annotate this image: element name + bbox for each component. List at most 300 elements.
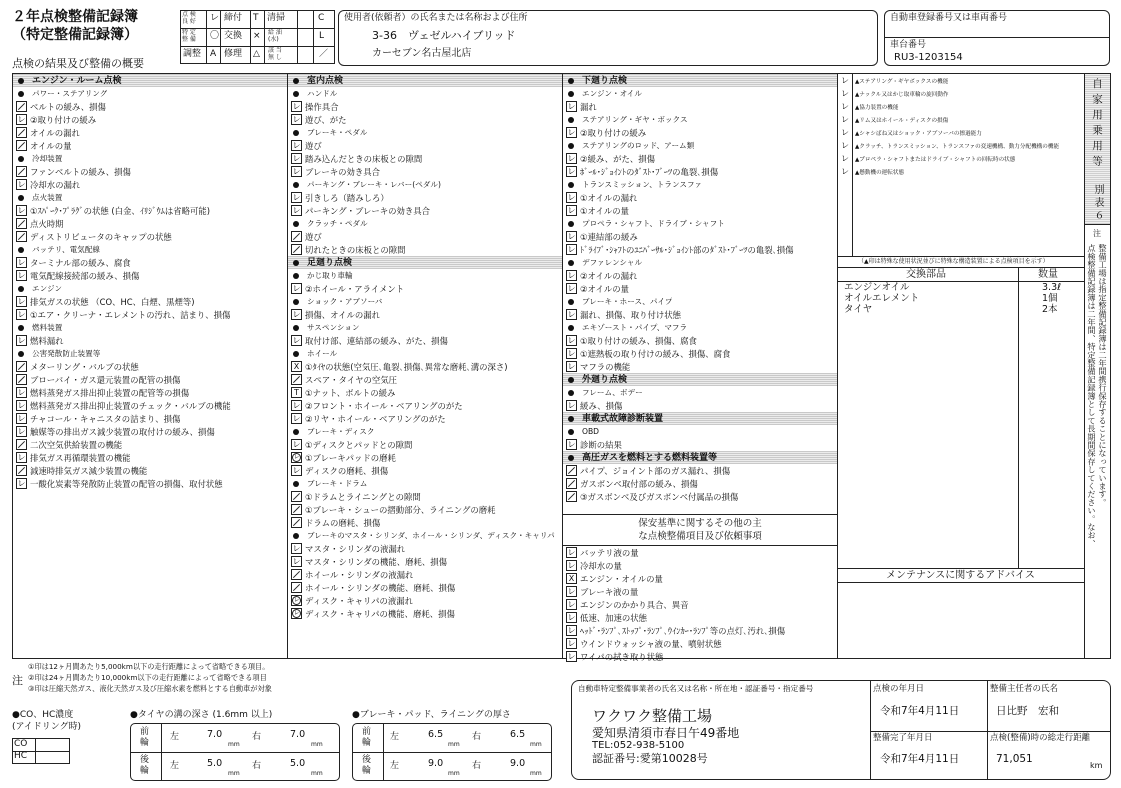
special-item-label: ▲協力装置の機能: [855, 104, 899, 111]
group-title: ブレーキ・ドラム: [307, 478, 368, 488]
group-title: クラッチ・ペダル: [307, 218, 368, 228]
summary-title: 点検の結果及び整備の概要: [12, 57, 144, 70]
group-title: OBD: [582, 426, 600, 436]
checklist-item-label: ベルトの緩み、損傷: [30, 101, 106, 112]
bullet-icon: [293, 221, 299, 227]
bullet-icon: [568, 117, 574, 123]
checklist-item-label: 診断の結果: [580, 439, 622, 450]
group-header: [563, 113, 837, 126]
check-mark[interactable]: X: [291, 361, 302, 372]
checklist-item: [13, 113, 287, 126]
not-applicable-mark[interactable]: [16, 374, 27, 385]
not-applicable-mark[interactable]: [566, 465, 577, 476]
tire-rr-label: 右: [252, 761, 262, 771]
checklist-item-label: ①遮熱板の取り付けの緩み、損傷、腐食: [580, 348, 731, 359]
checklist-item-label: ブレーキの効き具合: [305, 166, 381, 177]
special-note: （▲印は特殊な使用状況並びに特殊な構造装置による点検項目を示す）: [858, 258, 1049, 265]
bullet-icon: [568, 91, 574, 97]
group-header: [288, 425, 562, 438]
tire-fr-unit: mm: [311, 741, 323, 748]
check-mark[interactable]: レ: [567, 439, 576, 449]
circled-check-mark: レ: [293, 597, 300, 604]
not-applicable-mark[interactable]: [291, 582, 302, 593]
group-header: [13, 191, 287, 204]
not-applicable-mark[interactable]: [16, 465, 27, 476]
checklist-item: [13, 165, 287, 178]
checklist-item-label: 漏れ、損傷、取り付け状態: [580, 309, 682, 320]
checklist-item-label: ①ﾀｲﾔの状態(空気圧､亀裂､損傷､異常な磨耗､溝の深さ): [305, 361, 508, 372]
checklist-item: [563, 165, 837, 178]
check-mark[interactable]: レ: [567, 400, 576, 410]
group-header: [288, 87, 562, 100]
checklist-item-label: チャコール・キャニスタの詰まり、損傷: [30, 413, 181, 424]
check-mark[interactable]: レ: [841, 102, 849, 111]
checklist-item-label: 電気配線接続部の緩み、損傷: [30, 270, 140, 281]
check-mark[interactable]: レ: [292, 114, 301, 124]
column-underbody: [562, 73, 837, 515]
not-applicable-mark[interactable]: [16, 361, 27, 372]
not-applicable-mark[interactable]: [16, 439, 27, 450]
check-mark[interactable]: レ: [292, 309, 301, 319]
check-mark[interactable]: レ: [567, 586, 576, 596]
tire-rr-unit: mm: [311, 770, 323, 777]
group-title: ブレーキ・ペダル: [307, 127, 368, 137]
checklist-item-label: ﾄﾞﾗｲﾌﾞ･ｼｬﾌﾄのﾕﾆﾊﾞｰｻﾙ･ｼﾞｮｲﾝﾄ部のﾀﾞｽﾄ･ﾌﾞｰﾂの亀裂､損傷: [580, 244, 794, 255]
checklist-item-label: 遊び: [305, 140, 322, 151]
special-item: [838, 139, 1084, 152]
check-mark[interactable]: レ: [567, 361, 576, 371]
check-mark[interactable]: レ: [292, 543, 301, 553]
check-mark[interactable]: レ: [841, 141, 849, 150]
not-applicable-mark[interactable]: [16, 231, 27, 242]
brake-fr-value: 6.5: [510, 729, 526, 740]
checklist-item-label: ①ドラムとライニングとの隙間: [305, 491, 421, 502]
title-line-2: （特定整備記録簿）: [12, 27, 138, 43]
check-mark[interactable]: レ: [292, 192, 301, 202]
user-label: 使用者(依頼者）の氏名または名称および住所: [344, 13, 528, 23]
section-title: エンジン・ルーム点検: [32, 75, 122, 86]
brake-rl-value: 9.0: [428, 758, 444, 769]
bullet-icon: [568, 429, 574, 435]
checklist-item-label: ディスク・キャリパの液漏れ: [305, 595, 413, 606]
safety-item-label: 低速、加速の状態: [580, 612, 647, 623]
checklist-item: [288, 594, 562, 607]
check-mark[interactable]: レ: [567, 625, 576, 635]
check-mark[interactable]: レ: [292, 166, 301, 176]
check-mark[interactable]: レ: [567, 638, 576, 648]
checklist-item: [563, 282, 837, 295]
brake-fl-label: 左: [390, 732, 400, 742]
safety-item: [563, 624, 837, 637]
check-mark[interactable]: X: [566, 573, 577, 584]
user-shop: カーセブン名古屋北店: [372, 48, 472, 59]
check-mark[interactable]: レ: [292, 413, 301, 423]
checklist-item: [288, 464, 562, 477]
registration-label: 自動車登録番号又は車両番号: [890, 13, 1008, 23]
checklist-item: [563, 490, 837, 503]
part-row: [838, 304, 1084, 315]
bullet-icon: [293, 351, 299, 357]
check-mark[interactable]: レ: [292, 153, 301, 163]
special-item-label: ▲懸動機の運転状態: [855, 169, 905, 176]
tire-rr-value: 5.0: [290, 758, 306, 769]
check-mark[interactable]: レ: [292, 205, 301, 215]
check-mark[interactable]: レ: [567, 192, 576, 202]
manager-name: 日比野 宏和: [996, 705, 1059, 717]
bullet-icon: [568, 221, 574, 227]
special-item-label: ▲リム又はホイール・ディスクの損傷: [855, 117, 949, 124]
safety-item: [563, 611, 837, 624]
check-mark[interactable]: レ: [17, 426, 26, 436]
check-mark[interactable]: レ: [292, 283, 301, 293]
safety-item-label: ワイパの拭き取り状態: [580, 651, 664, 662]
group-header: [288, 126, 562, 139]
special-item-label: ▲ナックル又はかじ取車輪の旋回動作: [855, 91, 949, 98]
not-applicable-mark[interactable]: [16, 166, 27, 177]
part-name: エンジンオイル: [844, 282, 910, 293]
circled-check-mark: レ: [293, 610, 300, 617]
inspect-date-label: 点検の年月日: [873, 684, 925, 694]
not-applicable-mark[interactable]: [291, 569, 302, 580]
checklist-item-label: ディスクの磨耗、損傷: [305, 465, 389, 476]
bullet-icon: [568, 78, 574, 84]
bullet-icon: [568, 455, 574, 461]
group-header: [13, 152, 287, 165]
registration-divider: [884, 37, 1110, 38]
section-title: 車載式故障診断装置: [582, 413, 664, 424]
group-header: [13, 282, 287, 295]
legend-repair: 修理: [224, 49, 243, 59]
checklist-item: [13, 126, 287, 139]
checklist-item: [13, 464, 287, 477]
checklist-item-label: パイプ、ジョイント部のガス漏れ、損傷: [580, 465, 731, 476]
business-cert: 認証番号:愛第10028号: [592, 752, 708, 765]
check-mark[interactable]: レ: [17, 296, 26, 306]
checklist-item-label: 踏み込んだときの床板との隙間: [305, 153, 423, 164]
group-title: エキゾースト・パイプ、マフラ: [582, 322, 688, 332]
checklist-item-label: ブローバイ・ガス還元装置の配管の損傷: [30, 374, 181, 385]
bullet-icon: [293, 533, 299, 539]
checklist-item: [563, 360, 837, 373]
checklist-item-label: 二次空気供給装置の機能: [30, 439, 123, 450]
check-mark[interactable]: レ: [567, 335, 576, 345]
mileage-label: 点検(整備)時の総走行距離: [990, 733, 1091, 743]
check-mark[interactable]: レ: [17, 114, 26, 124]
not-applicable-mark[interactable]: [291, 517, 302, 528]
legend-a: A: [210, 49, 217, 59]
checklist-item: [13, 230, 287, 243]
complete-date: 令和7年4月11日: [880, 753, 960, 765]
checklist-item: [563, 464, 837, 477]
check-mark[interactable]: T: [291, 387, 302, 398]
checklist-item-label: ホイール・シリンダの機能、磨耗、損傷: [305, 582, 456, 593]
bullet-icon: [293, 481, 299, 487]
group-title: ステアリング・ギヤ・ボックス: [582, 114, 688, 124]
group-title: 点火装置: [32, 192, 63, 202]
checklist-item-label: 操作具合: [305, 101, 339, 112]
side-chu: 注: [1093, 229, 1101, 238]
check-mark[interactable]: レ: [292, 556, 301, 566]
check-mark[interactable]: レ: [567, 166, 576, 176]
bullet-icon: [18, 78, 24, 84]
check-mark[interactable]: レ: [567, 231, 576, 241]
brake-front: 前輪: [362, 727, 372, 748]
group-header: [288, 295, 562, 308]
brake-rr-label: 右: [472, 761, 482, 771]
brake-rl-label: 左: [390, 761, 400, 771]
group-title: 燃料装置: [32, 322, 63, 332]
group-title: 冷却装置: [32, 153, 63, 163]
checklist-item: [288, 373, 562, 386]
check-mark[interactable]: レ: [292, 140, 301, 150]
bullet-icon: [18, 156, 24, 162]
group-title: プロペラ・シャフト、ドライブ・シャフト: [582, 218, 725, 228]
checklist-item: [288, 152, 562, 165]
not-applicable-mark[interactable]: [291, 231, 302, 242]
check-mark[interactable]: レ: [567, 309, 576, 319]
checklist-item: [288, 360, 562, 373]
special-item: [838, 165, 1084, 178]
tire-rl-unit: mm: [228, 770, 240, 777]
bullet-icon: [568, 182, 574, 188]
bullet-icon: [568, 260, 574, 266]
checklist-item: [563, 204, 837, 217]
check-mark[interactable]: レ: [567, 205, 576, 215]
checklist-item: [288, 113, 562, 126]
group-header: [563, 87, 837, 100]
business-label: 自動車特定整備事業者の氏名又は名称・所在地・認証番号・指定番号: [578, 684, 814, 693]
group-header: [288, 217, 562, 230]
check-mark[interactable]: レ: [17, 309, 26, 319]
footnote-1: ①印は12ヶ月間あたり5,000km以下の走行距離によって省略できる項目。: [28, 662, 270, 671]
check-mark[interactable]: [291, 595, 302, 606]
group-header: [288, 178, 562, 191]
bullet-icon: [18, 247, 24, 253]
check-mark[interactable]: レ: [17, 270, 26, 280]
check-mark[interactable]: レ: [567, 270, 576, 280]
advice-header: メンテナンスに関するアドバイス: [886, 570, 1035, 581]
check-mark[interactable]: レ: [567, 599, 576, 609]
legend-slash: ／: [319, 49, 329, 59]
checklist-item: [13, 217, 287, 230]
check-mark[interactable]: レ: [567, 348, 576, 358]
checklist-item: [13, 139, 287, 152]
title-line-1: ２年点検整備記録簿: [12, 9, 138, 25]
check-mark[interactable]: [291, 452, 302, 463]
not-applicable-mark[interactable]: [291, 491, 302, 502]
check-mark[interactable]: レ: [17, 413, 26, 423]
checklist-item-label: ②取り付けの緩み: [30, 114, 97, 125]
checklist-item-label: メターリング・バルブの状態: [30, 361, 139, 372]
safety-item-label: ブレーキ液の量: [580, 586, 639, 597]
bullet-icon: [568, 390, 574, 396]
checklist-item: [563, 477, 837, 490]
check-mark[interactable]: レ: [17, 179, 26, 189]
section-title: 高圧ガスを燃料とする燃料装置等: [582, 452, 718, 463]
co-title: ●CO、HC濃度: [12, 710, 74, 720]
special-item: [838, 74, 1084, 87]
check-mark[interactable]: レ: [17, 335, 26, 345]
not-applicable-mark[interactable]: [16, 140, 27, 151]
side-note-1: 点検整備記録簿は二年間、特定整備記録簿として長期間保存してください。なお、: [1087, 244, 1097, 548]
safety-item-label: バッテリ液の量: [580, 547, 639, 558]
brake-rear: 後輪: [362, 755, 372, 776]
safety-item: [563, 546, 837, 559]
check-mark[interactable]: レ: [17, 400, 26, 410]
checklist-item: [288, 165, 562, 178]
legend-check-mark: レ: [210, 13, 220, 23]
checklist-item: [563, 191, 837, 204]
special-item: [838, 126, 1084, 139]
column-interior-chassis: [287, 73, 562, 659]
check-mark[interactable]: レ: [841, 76, 849, 85]
part-name: タイヤ: [844, 304, 873, 315]
part-qty: 2本: [1042, 304, 1058, 315]
check-mark[interactable]: レ: [292, 439, 301, 449]
hc-label: HC: [14, 751, 28, 761]
checklist-item: [563, 347, 837, 360]
check-mark[interactable]: レ: [567, 283, 576, 293]
check-mark[interactable]: レ: [292, 400, 301, 410]
check-mark[interactable]: レ: [567, 547, 576, 557]
checklist-item-label: ディスク・キャリパの機能、磨耗、損傷: [305, 608, 455, 619]
check-mark[interactable]: レ: [567, 612, 576, 622]
checklist-item-label: 損傷、オイルの漏れ: [305, 309, 380, 320]
checklist-item-label: 漏れ: [580, 101, 597, 112]
checklist-item: [13, 412, 287, 425]
checklist-item: [13, 360, 287, 373]
checklist-item: [13, 308, 287, 321]
checklist-item: [288, 490, 562, 503]
check-mark[interactable]: レ: [841, 89, 849, 98]
footnote-2: ②印は24ヶ月間あたり10,000km以下の走行距離によって省略できる項目: [28, 673, 267, 682]
not-applicable-mark[interactable]: [566, 478, 577, 489]
brake-title: ●ブレーキ・パッド、ライニングの厚さ: [352, 710, 511, 720]
group-title: 公害発散防止装置等: [32, 348, 101, 358]
group-title: ホイール: [307, 348, 338, 358]
check-mark[interactable]: レ: [567, 127, 576, 137]
check-mark[interactable]: レ: [567, 101, 576, 111]
check-mark[interactable]: レ: [17, 205, 26, 215]
tire-rl-value: 5.0: [207, 758, 223, 769]
column-special-parts: [837, 73, 1085, 659]
safety-title: [563, 515, 837, 543]
checklist-item: [13, 477, 287, 490]
not-applicable-mark[interactable]: [16, 218, 27, 229]
brake-rr-unit: mm: [530, 770, 542, 777]
check-mark[interactable]: レ: [17, 478, 26, 488]
not-applicable-mark[interactable]: [291, 374, 302, 385]
bullet-icon: [18, 91, 24, 97]
check-mark[interactable]: レ: [841, 167, 849, 176]
bullet-icon: [293, 429, 299, 435]
section-title: 室内点検: [307, 75, 344, 86]
check-mark[interactable]: レ: [567, 560, 576, 570]
section-header: [563, 373, 837, 386]
bullet-icon: [18, 351, 24, 357]
checklist-item-label: 切れたときの床板との隙間: [305, 244, 406, 255]
special-item: [838, 87, 1084, 100]
checklist-item: [563, 308, 837, 321]
not-applicable-mark[interactable]: [566, 491, 577, 502]
checklist-item: [288, 100, 562, 113]
section-title: 外廻り点検: [582, 374, 628, 385]
checklist-item-label: スペア・タイヤの空気圧: [305, 374, 397, 385]
checklist-item-label: 排気ガス再循環装置の機能: [30, 452, 131, 463]
bullet-icon: [568, 299, 574, 305]
checklist-item: [13, 204, 287, 217]
group-title: サスペンション: [307, 322, 360, 332]
checklist-item-label: 遊び: [305, 231, 322, 242]
group-header: [288, 269, 562, 282]
check-mark[interactable]: レ: [17, 257, 26, 267]
check-mark[interactable]: レ: [567, 651, 576, 661]
safety-item: [563, 650, 837, 663]
checklist-item-label: ②オイルの漏れ: [580, 270, 638, 281]
checklist-item-label: 燃料蒸発ガス排出抑止装置の配管等の損傷: [30, 387, 190, 398]
special-item: [838, 152, 1084, 165]
checklist-item: [288, 386, 562, 399]
checklist-item: [288, 516, 562, 529]
checklist-item: [13, 373, 287, 386]
checklist-item: [288, 243, 562, 256]
tire-title: ●タイヤの溝の深さ (1.6mm 以上): [130, 710, 273, 720]
safety-box: [562, 514, 837, 662]
safety-item: [563, 637, 837, 650]
business-name: ワクワク整備工場: [592, 707, 713, 725]
brake-fl-value: 6.5: [428, 729, 444, 740]
checklist-item: [13, 451, 287, 464]
group-header: [563, 256, 837, 269]
check-mark[interactable]: レ: [567, 153, 576, 163]
chassis-label: 車台番号: [890, 40, 927, 50]
check-mark[interactable]: レ: [292, 465, 301, 475]
check-mark[interactable]: レ: [17, 452, 26, 462]
legend-x: ×: [253, 31, 261, 41]
checklist-item: [563, 243, 837, 256]
not-applicable-mark[interactable]: [291, 504, 302, 515]
check-mark[interactable]: レ: [841, 128, 849, 137]
checklist-item: [13, 100, 287, 113]
not-applicable-mark[interactable]: [16, 101, 27, 112]
checklist-item: [288, 542, 562, 555]
safety-item-label: 冷却水の量: [580, 560, 622, 571]
check-mark[interactable]: レ: [17, 387, 26, 397]
group-header: [288, 347, 562, 360]
not-applicable-mark[interactable]: [16, 127, 27, 138]
checklist-item-label: マスタ・シリンダの液漏れ: [305, 543, 406, 554]
checklist-item: [13, 256, 287, 269]
check-mark[interactable]: レ: [292, 101, 301, 111]
checklist-item-label: 点火時期: [30, 218, 64, 229]
bullet-icon: [293, 130, 299, 136]
check-mark[interactable]: レ: [841, 154, 849, 163]
legend-oil: 給 油 (水): [268, 29, 282, 43]
check-mark[interactable]: レ: [292, 335, 301, 345]
group-header: [13, 243, 287, 256]
checklist-item: [13, 295, 287, 308]
check-mark[interactable]: レ: [841, 115, 849, 124]
section-header: [563, 74, 837, 87]
not-applicable-mark[interactable]: [291, 244, 302, 255]
checklist-item: [563, 100, 837, 113]
tire-fl-label: 左: [170, 732, 180, 742]
check-mark[interactable]: [291, 608, 302, 619]
business-address: 愛知県清須市春日午49番地: [592, 726, 740, 740]
safety-item-label: エンジン・オイルの量: [580, 573, 663, 584]
check-mark[interactable]: レ: [567, 244, 576, 254]
checklist-item: [288, 399, 562, 412]
